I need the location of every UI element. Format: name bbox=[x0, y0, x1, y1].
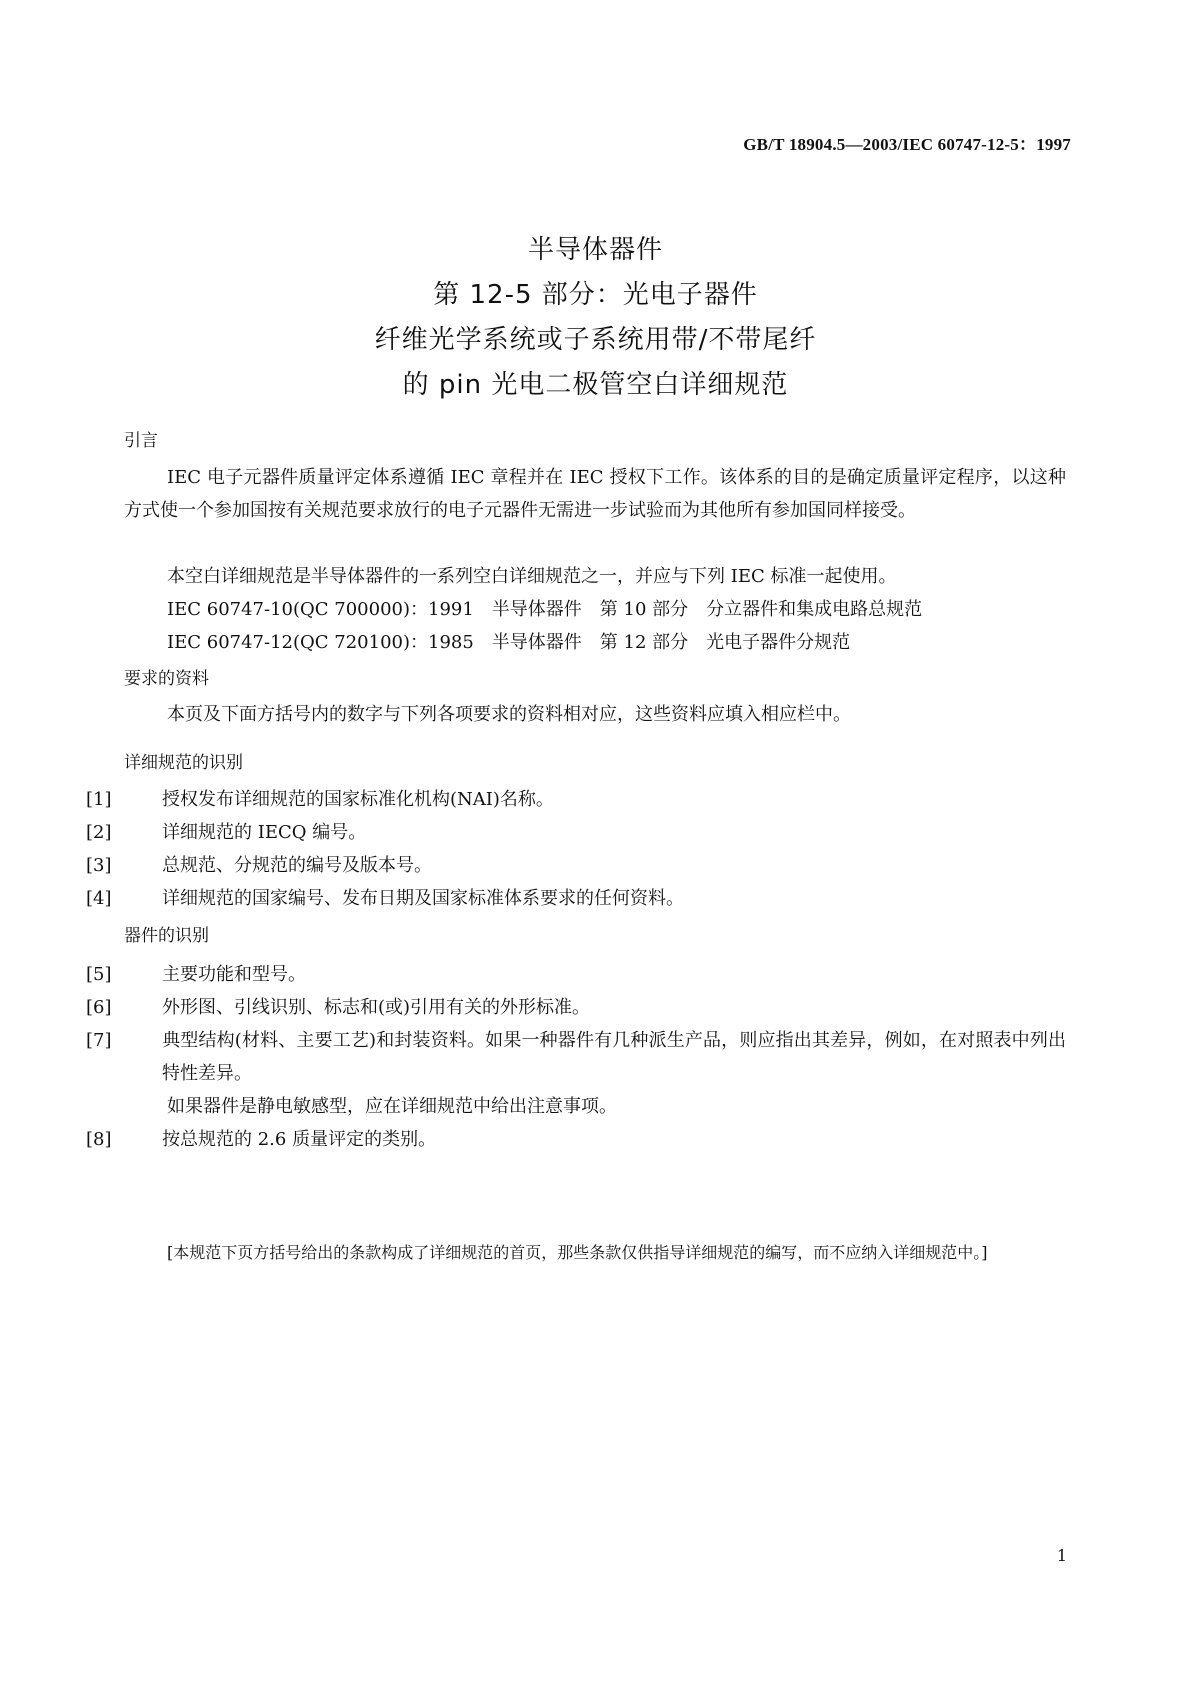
item-text: 授权发布详细规范的国家标准化机构(NAI)名称。 bbox=[162, 789, 554, 810]
list-item bbox=[86, 1024, 1066, 1090]
item-number: [6] bbox=[86, 997, 112, 1018]
item-text: 总规范、分规范的编号及版本号。 bbox=[162, 855, 432, 876]
list-item bbox=[86, 958, 1066, 991]
item-number: [3] bbox=[86, 855, 112, 876]
item-number: [2] bbox=[86, 822, 112, 843]
required-info-heading: 要求的资料 bbox=[124, 669, 209, 689]
item-number: [1] bbox=[86, 789, 112, 810]
item-text: 典型结构(材料、主要工艺)和封装资料。如果一种器件有几种派生产品，则应指出其差异，例如，在对照表中列出特性差异。 bbox=[162, 1030, 1066, 1084]
item-number: [7] bbox=[86, 1030, 112, 1051]
list-item bbox=[86, 991, 1066, 1024]
page-number: 1 bbox=[1056, 1546, 1067, 1565]
reference-standard-1: IEC 60747-10(QC 700000)：1991 半导体器件 第 10 部分 分立器件和集成电路总规范 bbox=[167, 599, 923, 620]
list-item bbox=[86, 816, 1066, 849]
item-text: 主要功能和型号。 bbox=[162, 964, 306, 985]
intro-paragraph-1: IEC 电子元器件质量评定体系遵循 IEC 章程并在 IEC 授权下工作。该体系的目的是确定质量评定程序，以这种方式使一个参加国按有关规范要求放行的电子元器件无需进一步试验而为其他所有参加国同样接受。 bbox=[124, 467, 1066, 521]
item-text: 按总规范的 2.6 质量评定的类别。 bbox=[162, 1129, 437, 1150]
item-number: [4] bbox=[86, 888, 112, 909]
footnote: [本规范下页方括号给出的条款构成了详细规范的首页，那些条款仅供指导详细规范的编写，而不应纳入详细规范中。] bbox=[167, 1243, 988, 1262]
item-text: 详细规范的国家编号、发布日期及国家标准体系要求的任何资料。 bbox=[162, 888, 684, 909]
item-number: [5] bbox=[86, 964, 112, 985]
list-item bbox=[86, 849, 1066, 882]
document-title bbox=[0, 228, 1191, 408]
required-info-paragraph: 本页及下面方括号内的数字与下列各项要求的资料相对应，这些资料应填入相应栏中。 bbox=[167, 704, 851, 725]
title-line-1: 半导体器件 bbox=[527, 235, 663, 265]
reference-standard-2: IEC 60747-12(QC 720100)：1985 半导体器件 第 12 部分 光电子器件分规范 bbox=[167, 632, 851, 653]
list-item bbox=[86, 882, 1066, 915]
esd-note: 如果器件是静电敏感型，应在详细规范中给出注意事项。 bbox=[167, 1096, 617, 1117]
spec-identification-heading: 详细规范的识别 bbox=[124, 753, 243, 773]
intro-heading: 引言 bbox=[124, 431, 158, 451]
item-text: 外形图、引线识别、标志和(或)引用有关的外形标准。 bbox=[162, 997, 591, 1018]
item-text: 详细规范的 IECQ 编号。 bbox=[162, 822, 367, 843]
title-line-4: 的 pin 光电二极管空白详细规范 bbox=[402, 370, 789, 400]
device-identification-heading: 器件的识别 bbox=[124, 926, 209, 946]
list-item bbox=[86, 783, 1066, 816]
list-item bbox=[86, 1123, 1066, 1156]
title-line-3: 纤维光学系统或子系统用带/不带尾纤 bbox=[374, 325, 817, 355]
item-number: [8] bbox=[86, 1129, 112, 1150]
intro-paragraph-2: 本空白详细规范是半导体器件的一系列空白详细规范之一，并应与下列 IEC 标准一起使用。 bbox=[167, 566, 897, 587]
standard-number: GB/T 18904.5—2003/IEC 60747-12-5：1997 bbox=[743, 135, 1071, 154]
title-line-2: 第 12-5 部分：光电子器件 bbox=[433, 280, 758, 310]
